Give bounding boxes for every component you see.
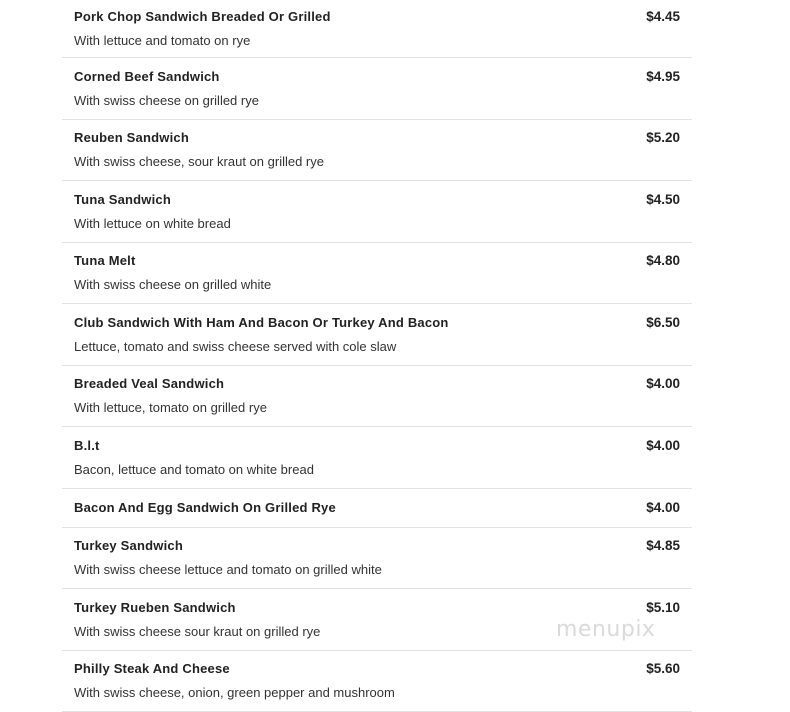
item-description: With swiss cheese on grilled white — [74, 277, 272, 293]
item-price: $5.60 — [646, 661, 680, 677]
menu-item — [62, 489, 692, 528]
item-description: With swiss cheese on grilled rye — [74, 92, 259, 108]
item-name: Philly Steak And Cheese — [74, 661, 230, 677]
item-price: $4.50 — [646, 191, 680, 207]
item-price: $4.95 — [646, 68, 680, 84]
item-price: $4.85 — [646, 538, 680, 554]
menu-item — [62, 181, 692, 243]
item-price: $4.00 — [646, 437, 680, 453]
item-name: Turkey Sandwich — [74, 538, 183, 554]
item-name: Breaded Veal Sandwich — [74, 376, 225, 392]
menu-item — [62, 0, 692, 58]
item-description: With lettuce on white bread — [74, 215, 231, 231]
watermark-logo: menupix — [556, 617, 656, 642]
item-price: $5.20 — [646, 130, 680, 146]
item-name: Tuna Melt — [74, 253, 136, 269]
item-price: $5.10 — [646, 599, 680, 615]
menu-item — [62, 651, 692, 712]
item-description: With swiss cheese, sour kraut on grilled rye — [74, 154, 324, 170]
menu-list — [62, 0, 692, 712]
item-name: B.l.t — [74, 437, 100, 453]
item-price: $6.50 — [646, 314, 680, 330]
item-price: $4.45 — [646, 9, 680, 24]
item-name: Club Sandwich With Ham And Bacon Or Turkey And Bacon — [74, 314, 449, 330]
item-name: Pork Chop Sandwich Breaded Or Grilled — [74, 9, 331, 24]
item-description: With lettuce, tomato on grilled rye — [74, 400, 267, 416]
menu-item — [62, 304, 692, 366]
item-name: Tuna Sandwich — [74, 191, 171, 207]
item-price: $4.00 — [646, 500, 680, 515]
menu-item — [62, 366, 692, 428]
item-description: With swiss cheese lettuce and tomato on grilled white — [74, 562, 382, 578]
item-name: Turkey Rueben Sandwich — [74, 599, 236, 615]
menu-item — [62, 528, 692, 590]
item-description: With swiss cheese, onion, green pepper and mushroom — [74, 685, 395, 701]
item-name: Reuben Sandwich — [74, 130, 189, 146]
item-description: Bacon, lettuce and tomato on white bread — [74, 461, 314, 477]
item-description: Lettuce, tomato and swiss cheese served with cole slaw — [74, 338, 397, 354]
item-name: Corned Beef Sandwich — [74, 68, 220, 84]
item-price: $4.80 — [646, 253, 680, 269]
menu-item — [62, 427, 692, 489]
item-description: With lettuce and tomato on rye — [74, 33, 251, 48]
menu-item — [62, 243, 692, 305]
item-description: With swiss cheese sour kraut on grilled rye — [74, 623, 321, 639]
item-name: Bacon And Egg Sandwich On Grilled Rye — [74, 500, 336, 515]
menu-item — [62, 120, 692, 182]
menu-item — [62, 58, 692, 120]
item-price: $4.00 — [646, 376, 680, 392]
